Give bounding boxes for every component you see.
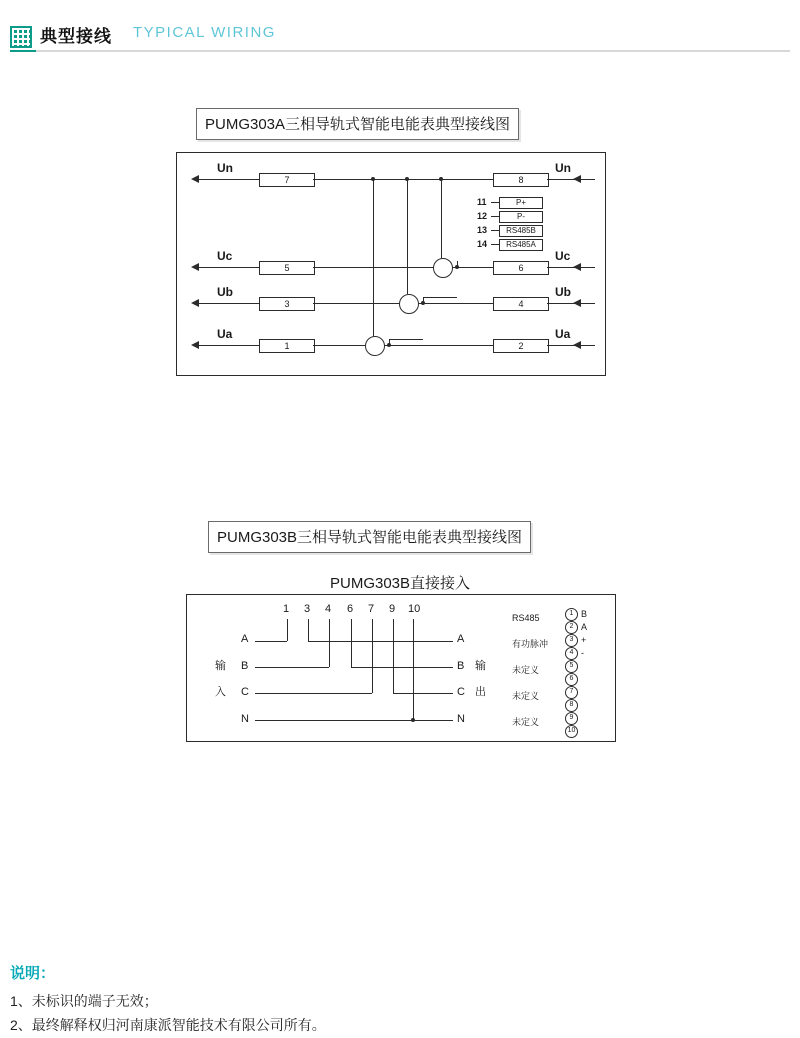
- comm-terminal-rs485b: RS485B: [499, 225, 543, 237]
- terminal-4: 4: [493, 297, 549, 311]
- pin-drop-10: [413, 619, 414, 720]
- junction-dot: [439, 177, 443, 181]
- wire: [351, 667, 453, 668]
- pin-drop-6: [351, 619, 352, 667]
- label-input-cn-2: 入: [215, 686, 226, 698]
- wire: [199, 303, 259, 304]
- wire: [255, 693, 372, 694]
- pin-number-7: 7: [368, 603, 375, 615]
- pin-circle-3: 3: [565, 634, 578, 647]
- label-ua-right: Ua: [555, 327, 571, 341]
- label-output-cn-1: 输: [475, 660, 486, 672]
- wire: [313, 345, 365, 346]
- footer-note-1: 1、未标识的端子无效；: [10, 993, 158, 1009]
- label-ub-right: Ub: [555, 285, 571, 299]
- ct-coil-b-icon: [399, 294, 419, 314]
- label-output-a: A: [457, 633, 465, 645]
- label-input-cn-1: 输: [215, 660, 226, 672]
- terminal-3: 3: [259, 297, 315, 311]
- pin-circle-8: 8: [565, 699, 578, 712]
- label-ub-left: Ub: [217, 285, 233, 299]
- pin-drop-4: [329, 619, 330, 667]
- wire: [547, 267, 595, 268]
- label-uc-left: Uc: [217, 249, 233, 263]
- arrow-left-un-right-icon: [573, 175, 581, 183]
- diagram-b-subtitle: PUMG303B直接接入: [330, 575, 471, 592]
- wire: [491, 216, 499, 217]
- wire: [255, 667, 329, 668]
- terminal-7: 7: [259, 173, 315, 187]
- pin-circle-5: 5: [565, 660, 578, 673]
- pin-drop-1: [287, 619, 288, 641]
- junction-dot: [371, 177, 375, 181]
- arrow-left-uc-right-icon: [573, 263, 581, 271]
- pin-mark-minus: -: [581, 648, 584, 658]
- label-output-n: N: [457, 713, 465, 725]
- header-title-cn: 典型接线: [40, 27, 112, 46]
- label-un-right: Un: [555, 161, 571, 175]
- pin-number-10: 10: [408, 603, 421, 615]
- comm-number-14: 14: [477, 239, 488, 249]
- wire: [423, 297, 457, 298]
- function-undefined-1: 未定义: [512, 665, 540, 675]
- label-output-cn-2: 出: [475, 686, 486, 698]
- diagram-b-frame: [186, 594, 616, 742]
- pin-circle-6: 6: [565, 673, 578, 686]
- wire: [384, 345, 493, 346]
- pin-number-6: 6: [347, 603, 354, 615]
- header-title-en: TYPICAL WIRING: [133, 24, 276, 41]
- wire: [547, 303, 595, 304]
- pin-circle-10: 10: [565, 725, 578, 738]
- wire: [491, 244, 499, 245]
- comm-number-13: 13: [477, 225, 488, 235]
- label-output-c: C: [457, 686, 465, 698]
- ct-coil-c-icon: [433, 258, 453, 278]
- junction-dot: [387, 343, 391, 347]
- pin-drop-7: [372, 619, 373, 693]
- ct-coil-a-icon: [365, 336, 385, 356]
- pin-drop-3: [308, 619, 309, 641]
- label-un-left: Un: [217, 161, 233, 175]
- pin-circle-4: 4: [565, 647, 578, 660]
- wire: [255, 641, 287, 642]
- wire: [547, 345, 595, 346]
- pin-drop-9: [393, 619, 394, 693]
- junction-dot: [421, 301, 425, 305]
- wire: [313, 179, 493, 180]
- bus-line-a: [373, 179, 374, 336]
- terminal-2: 2: [493, 339, 549, 353]
- function-rs485: RS485: [512, 613, 540, 623]
- wire: [393, 693, 453, 694]
- footer-note-2: 2、最终解释权归河南康派智能技术有限公司所有。: [10, 1017, 326, 1033]
- label-input-b: B: [241, 660, 249, 672]
- pin-circle-1: 1: [565, 608, 578, 621]
- label-input-c: C: [241, 686, 249, 698]
- arrow-left-un-icon: [191, 175, 199, 183]
- wire: [389, 339, 423, 340]
- pin-circle-9: 9: [565, 712, 578, 725]
- page-header: [0, 22, 800, 62]
- wire: [308, 641, 453, 642]
- pin-number-4: 4: [325, 603, 332, 615]
- label-output-b: B: [457, 660, 465, 672]
- wire: [313, 303, 399, 304]
- arrow-left-ub-icon: [191, 299, 199, 307]
- header-divider: [10, 50, 790, 52]
- comm-terminal-rs485a: RS485A: [499, 239, 543, 251]
- pin-number-1: 1: [283, 603, 290, 615]
- footer-title: 说明：: [10, 965, 56, 982]
- terminal-6: 6: [493, 261, 549, 275]
- junction-dot: [411, 718, 415, 722]
- bus-line-b: [407, 179, 408, 294]
- terminal-5: 5: [259, 261, 315, 275]
- arrow-left-uc-icon: [191, 263, 199, 271]
- pin-circle-7: 7: [565, 686, 578, 699]
- terminal-8: 8: [493, 173, 549, 187]
- terminal-1: 1: [259, 339, 315, 353]
- label-input-n: N: [241, 713, 249, 725]
- wire: [418, 303, 493, 304]
- junction-dot: [405, 177, 409, 181]
- wire: [199, 179, 259, 180]
- comm-number-11: 11: [477, 197, 487, 207]
- pin-mark-b: B: [581, 609, 588, 619]
- wire: [255, 720, 453, 721]
- wire: [547, 179, 595, 180]
- pin-circle-2: 2: [565, 621, 578, 634]
- function-undefined-2: 未定义: [512, 691, 540, 701]
- comm-terminal-p-minus: P-: [499, 211, 543, 223]
- wire: [491, 230, 499, 231]
- pin-number-3: 3: [304, 603, 311, 615]
- pin-mark-plus: +: [581, 635, 587, 645]
- brand-logo-icon: [10, 26, 32, 48]
- wire: [199, 267, 259, 268]
- arrow-left-ua-icon: [191, 341, 199, 349]
- pin-mark-a: A: [581, 622, 588, 632]
- diagram-a-frame: [176, 152, 606, 376]
- comm-terminal-p-plus: P+: [499, 197, 543, 209]
- wire: [491, 202, 499, 203]
- function-undefined-3: 未定义: [512, 717, 540, 727]
- junction-dot: [455, 265, 459, 269]
- arrow-left-ub-right-icon: [573, 299, 581, 307]
- label-uc-right: Uc: [555, 249, 571, 263]
- function-pulse: 有功脉冲: [512, 639, 549, 649]
- diagram-a-title: PUMG303A三相导轨式智能电能表典型接线图: [196, 108, 519, 140]
- label-ua-left: Ua: [217, 327, 233, 341]
- comm-number-12: 12: [477, 211, 488, 221]
- bus-line-c: [441, 179, 442, 258]
- wire: [199, 345, 259, 346]
- header-divider-accent: [10, 50, 36, 52]
- label-input-a: A: [241, 633, 249, 645]
- arrow-left-ua-right-icon: [573, 341, 581, 349]
- pin-number-9: 9: [389, 603, 396, 615]
- diagram-b-title: PUMG303B三相导轨式智能电能表典型接线图: [208, 521, 531, 553]
